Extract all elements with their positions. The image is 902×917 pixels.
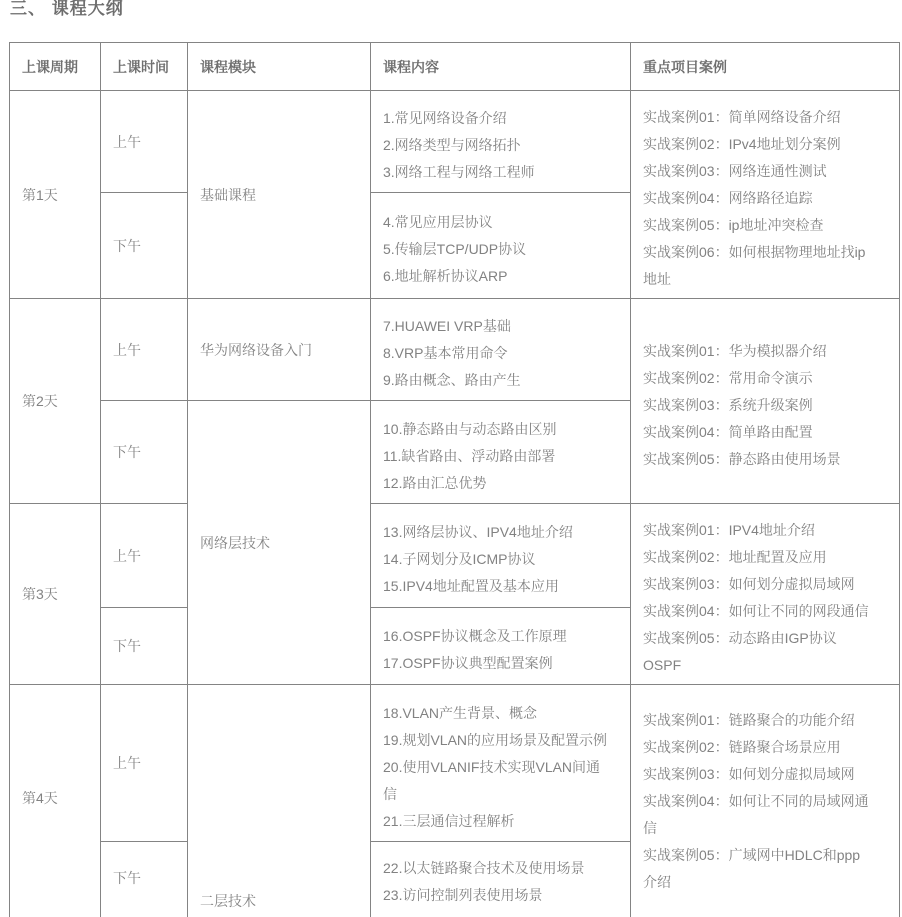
day4-pm-content <box>371 842 631 917</box>
content-line: 20.使用VLANIF技术实现VLAN间通 <box>383 758 601 775</box>
header-class-time: 上课时间 <box>101 43 188 91</box>
case-line: 实战案例02：链路聚合场景应用 <box>643 739 841 755</box>
content-line: 21.三层通信过程解析 <box>383 812 515 829</box>
content-line: 10.静态路由与动态路由区别 <box>383 420 557 437</box>
case-line: 实战案例01：简单网络设备介绍 <box>643 109 841 125</box>
case-line: 实战案例05：ip地址冲突检查 <box>643 217 824 233</box>
case-line: 实战案例01：华为模拟器介绍 <box>643 342 827 359</box>
case-line: 地址 <box>643 271 671 287</box>
case-line: 实战案例05：广域网中HDLC和ppp <box>643 847 861 863</box>
case-line: 实战案例03：系统升级案例 <box>643 396 813 413</box>
content-line: 1.常见网络设备介绍 <box>383 110 507 126</box>
header-course-content: 课程内容 <box>371 43 631 91</box>
table-row <box>10 299 900 401</box>
case-line: 实战案例05：静态路由使用场景 <box>643 450 841 467</box>
module-huawei-devices: 华为网络设备入门 <box>188 299 371 401</box>
case-line: 实战案例05：动态路由IGP协议 <box>643 630 837 646</box>
header-course-module: 课程模块 <box>188 43 371 91</box>
case-line: OSPF <box>643 657 682 673</box>
content-line: 15.IPV4地址配置及基本应用 <box>383 578 559 594</box>
content-line: 18.VLAN产生背景、概念 <box>383 704 538 721</box>
case-line: 实战案例02：常用命令演示 <box>643 369 813 386</box>
case-line: 实战案例06：如何根据物理地址找ip <box>643 244 866 260</box>
case-line: 实战案例04：简单路由配置 <box>643 423 813 440</box>
day2-label: 第2天 <box>10 299 101 504</box>
case-line: 实战案例01：IPV4地址介绍 <box>643 522 815 538</box>
content-line: 2.网络类型与网络拓扑 <box>383 137 521 153</box>
module-network-layer: 网络层技术 <box>188 401 371 685</box>
case-line: 实战案例04：网络路径追踪 <box>643 190 813 206</box>
day2-pm-content <box>371 401 631 504</box>
course-outline-table <box>9 42 900 917</box>
content-line: 4.常见应用层协议 <box>383 214 493 230</box>
day1-cases <box>631 91 900 299</box>
day4-am-label: 上午 <box>101 685 188 842</box>
page-title: 三、 课程大纲 <box>10 0 124 18</box>
day2-am-content <box>371 299 631 401</box>
day1-am-content <box>371 91 631 193</box>
day3-cases <box>631 504 900 685</box>
day3-pm-content <box>371 608 631 685</box>
day1-label: 第1天 <box>10 91 101 299</box>
content-line: 5.传输层TCP/UDP协议 <box>383 241 527 257</box>
content-line: 12.路由汇总优势 <box>383 474 487 491</box>
content-line: 11.缺省路由、浮动路由部署 <box>383 447 556 464</box>
day3-am-content <box>371 504 631 608</box>
day3-am-label: 上午 <box>101 504 188 608</box>
content-line: 13.网络层协议、IPV4地址介绍 <box>383 524 573 540</box>
day1-pm-label: 下午 <box>101 193 188 299</box>
header-row <box>10 43 900 91</box>
content-line: 6.地址解析协议ARP <box>383 268 508 284</box>
day3-label: 第3天 <box>10 504 101 685</box>
content-line: 7.HUAWEI VRP基础 <box>383 318 511 334</box>
day1-pm-content <box>371 193 631 299</box>
case-line: 实战案例02：地址配置及应用 <box>643 549 827 565</box>
header-key-cases: 重点项目案例 <box>631 43 900 91</box>
content-line: 16.OSPF协议概念及工作原理 <box>383 628 567 644</box>
case-line: 实战案例01：链路聚合的功能介绍 <box>643 712 855 728</box>
day3-pm-label: 下午 <box>101 608 188 685</box>
module-layer2: 二层技术 <box>188 685 371 917</box>
content-line: 信 <box>383 785 397 802</box>
day2-pm-label: 下午 <box>101 401 188 504</box>
content-line: 14.子网划分及ICMP协议 <box>383 551 536 567</box>
day2-cases <box>631 299 900 504</box>
table-row <box>10 91 900 193</box>
module-basic-course: 基础课程 <box>188 91 371 299</box>
table-row <box>10 504 900 608</box>
content-line: 9.路由概念、路由产生 <box>383 372 521 388</box>
content-line: 22.以太链路聚合技术及使用场景 <box>383 860 585 876</box>
day4-cases <box>631 685 900 917</box>
case-line: 实战案例04：如何让不同的局域网通 <box>643 793 869 809</box>
day4-label: 第4天 <box>10 685 101 917</box>
day1-am-label: 上午 <box>101 91 188 193</box>
content-line: 8.VRP基本常用命令 <box>383 345 508 361</box>
header-class-period: 上课周期 <box>10 43 101 91</box>
day2-am-label: 上午 <box>101 299 188 401</box>
content-line: 17.OSPF协议典型配置案例 <box>383 655 553 671</box>
table-row <box>10 685 900 842</box>
case-line: 实战案例03：网络连通性测试 <box>643 163 827 179</box>
case-line: 实战案例04：如何让不同的网段通信 <box>643 603 869 619</box>
day4-am-content <box>371 685 631 842</box>
content-line: 19.规划VLAN的应用场景及配置示例 <box>383 731 608 748</box>
content-line: 23.访问控制列表使用场景 <box>383 887 543 903</box>
content-line: 3.网络工程与网络工程师 <box>383 164 535 180</box>
case-line: 介绍 <box>643 874 671 890</box>
case-line: 实战案例03：如何划分虚拟局域网 <box>643 576 855 592</box>
case-line: 实战案例03：如何划分虚拟局域网 <box>643 766 855 782</box>
day4-pm-label: 下午 <box>101 842 188 917</box>
case-line: 信 <box>643 820 657 836</box>
case-line: 实战案例02：IPv4地址划分案例 <box>643 136 841 152</box>
